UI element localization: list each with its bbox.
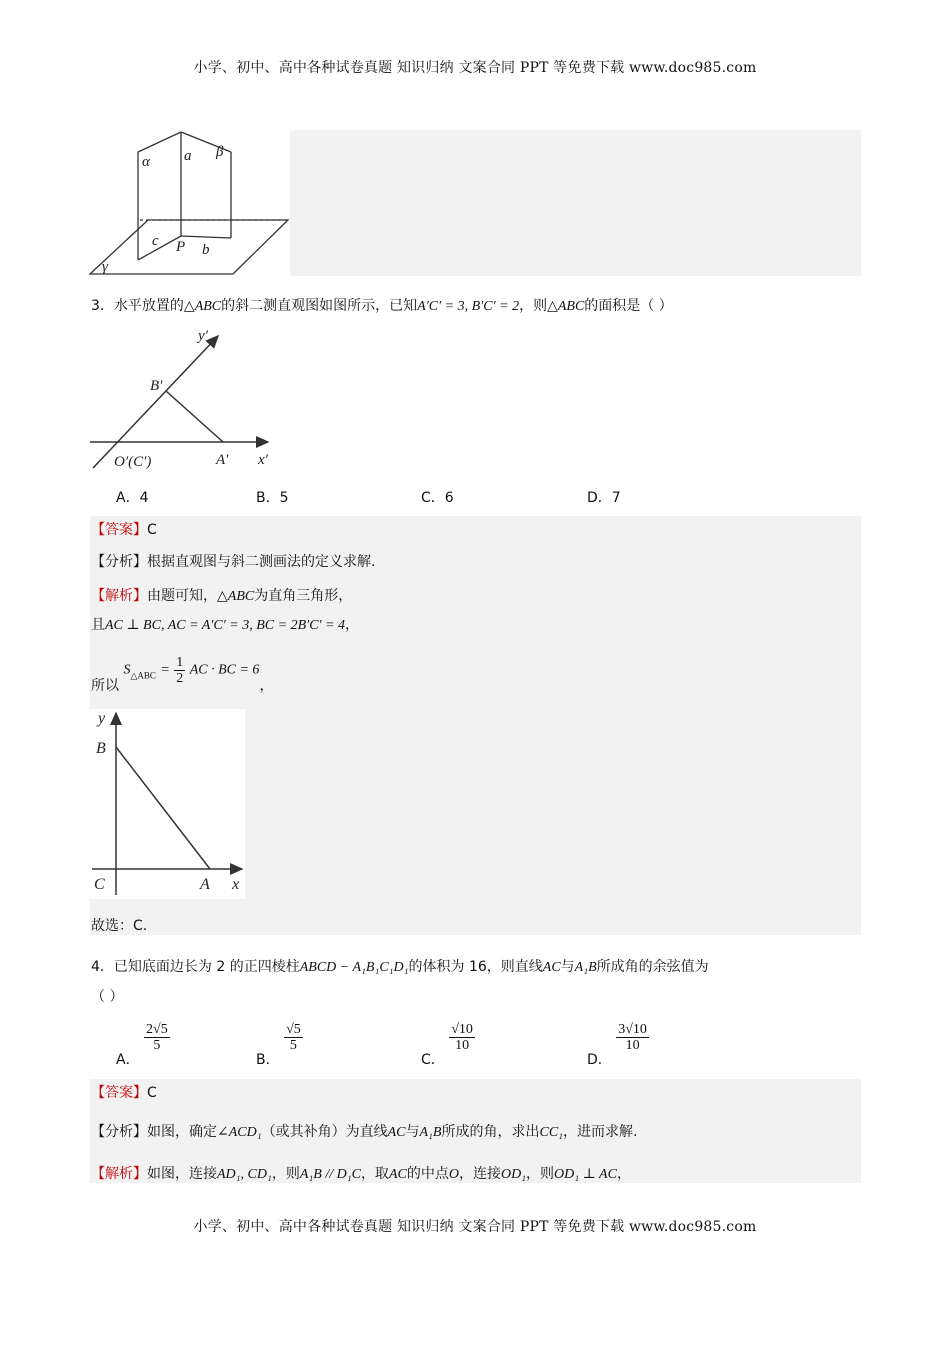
q3-cond: A′C′ = 3, B′C′ = 2 xyxy=(417,299,520,314)
q4-option-b[interactable] xyxy=(256,1022,303,1068)
q3-option-d[interactable]: D．7 xyxy=(587,490,621,506)
sol3-eq: = xyxy=(160,662,170,678)
q3-stem-b: 的斜二测直观图如图所示，已知 xyxy=(221,298,418,314)
q3-stem-a: 水平放置的 xyxy=(113,298,184,314)
triangle-figure xyxy=(90,709,245,899)
sol3-b: ， xyxy=(259,677,274,694)
so-g: ， xyxy=(616,1166,631,1182)
option-letter: B． xyxy=(256,1051,280,1068)
so-d: 的中点 xyxy=(406,1166,449,1182)
q4-number: 4． xyxy=(91,959,114,975)
frac-num: √5 xyxy=(286,1022,301,1037)
frac-num: 1 xyxy=(176,655,184,670)
sol3-lhs: S xyxy=(123,662,131,678)
option-frac xyxy=(449,1022,475,1053)
label-gamma: γ xyxy=(102,259,108,275)
q4-option-c[interactable] xyxy=(421,1022,475,1068)
an-l1: AC xyxy=(387,1125,406,1140)
an-c: 与 xyxy=(405,1124,420,1140)
option-letter: A． xyxy=(116,1051,140,1068)
oblique-figure xyxy=(88,322,288,472)
sol1-b: 为直角三角形， xyxy=(254,588,353,604)
q3-solution-line3 xyxy=(91,655,274,694)
frac-den: 5 xyxy=(153,1038,161,1053)
label-c: C xyxy=(94,876,105,893)
y-axis-prime xyxy=(93,336,218,468)
q4-prism: ABCD − A₁B₁C₁D₁ xyxy=(299,960,409,975)
q4-stem-c: 与 xyxy=(560,959,575,975)
q3-analysis xyxy=(91,551,375,571)
so-a: 如图，连接 xyxy=(147,1166,217,1182)
segment-b-a xyxy=(166,391,223,442)
q4-answer xyxy=(91,1082,157,1102)
q3-option-a[interactable]: A．4 xyxy=(116,490,149,506)
an-a: 如图，确定 xyxy=(147,1124,217,1140)
so-f: ，则 xyxy=(526,1166,555,1182)
q3-stem-c: ，则 xyxy=(519,298,548,314)
q3-stem xyxy=(91,295,673,315)
shaded-block-top xyxy=(290,130,861,276)
answer-value: C xyxy=(147,1085,157,1101)
q3-solution-line1 xyxy=(91,585,352,605)
analysis-tag: 【分析】 xyxy=(91,1124,147,1140)
label-alpha: α xyxy=(142,154,150,170)
so-m3: AC xyxy=(388,1167,407,1182)
so-m6: OD₁ ⊥ AC xyxy=(554,1167,617,1182)
so-m5: OD₁ xyxy=(500,1167,527,1182)
q3-stem-d: 的面积是（ ） xyxy=(584,298,673,314)
analysis-text: 根据直观图与斜二测画法的定义求解. xyxy=(147,554,376,570)
sol2-b: ， xyxy=(345,617,360,633)
label-y: y xyxy=(98,710,106,727)
frac-den: 10 xyxy=(625,1038,640,1053)
q4-stem-a: 已知底面边长为 2 的正四棱柱 xyxy=(113,959,300,975)
label-a: A xyxy=(200,876,210,893)
line-c xyxy=(138,236,181,260)
frac-num: 2√5 xyxy=(146,1022,168,1037)
label-a-prime: A′ xyxy=(216,452,229,468)
answer-value: C xyxy=(147,522,157,538)
analysis-tag: 【分析】 xyxy=(91,554,147,570)
an-angle: ∠ACD₁ xyxy=(217,1125,262,1140)
q4-stem-paren: （ ） xyxy=(91,989,124,1005)
q4-solution xyxy=(91,1163,631,1183)
q4-analysis xyxy=(91,1121,637,1141)
an-b: （或其补角）为直线 xyxy=(261,1124,388,1140)
q3-option-c[interactable]: C．6 xyxy=(421,490,454,506)
so-c: ，取 xyxy=(360,1166,389,1182)
answer-tag: 【答案】 xyxy=(91,1085,147,1101)
label-o-prime: O′(C′) xyxy=(114,454,152,470)
page-footer: 小学、初中、高中各种试卷真题 知识归纳 文案合同 PPT 等免费下载 www.doc985.com xyxy=(193,1219,757,1235)
frac-den: 10 xyxy=(455,1038,470,1053)
sol3-rhs: AC · BC = 6 xyxy=(189,662,260,678)
q4-option-a[interactable] xyxy=(116,1022,170,1068)
sol1-a: 由题可知， xyxy=(147,588,217,604)
option-letter: C． xyxy=(421,1051,445,1068)
q3-tri-2: △ABC xyxy=(547,299,585,314)
page-header: 小学、初中、高中各种试卷真题 知识归纳 文案合同 PPT 等免费下载 www.doc985.com xyxy=(193,60,757,76)
q4-stem-b: 的体积为 16，则直线 xyxy=(408,959,543,975)
label-x-prime: x′ xyxy=(258,452,268,468)
option-letter: D． xyxy=(587,1051,612,1068)
q4-stem-d: 所成角的余弦值为 xyxy=(596,959,709,975)
q3-choose: 故选：C. xyxy=(91,918,148,934)
answer-tag: 【答案】 xyxy=(91,522,147,538)
so-m2: A₁B // D₁C xyxy=(299,1167,361,1182)
sol3-frac xyxy=(174,655,185,686)
label-b-prime: B′ xyxy=(150,378,163,394)
q4-stem xyxy=(91,956,709,976)
sol3-a: 所以 xyxy=(91,677,119,694)
so-m1: AD₁, CD₁ xyxy=(217,1167,272,1182)
sol3-sub: △ABC xyxy=(130,670,156,681)
an-d: 所成的角，求出 xyxy=(441,1124,540,1140)
sol2-a: 且 xyxy=(91,617,105,633)
label-p: P xyxy=(176,239,186,255)
label-b: b xyxy=(202,242,210,258)
label-y-prime: y′ xyxy=(198,328,208,344)
sol1-tri: △ABC xyxy=(217,589,255,604)
option-frac xyxy=(144,1022,170,1053)
q4-line1: AC xyxy=(542,960,561,975)
so-m4: O xyxy=(448,1167,459,1182)
frac-num: √10 xyxy=(451,1022,473,1037)
so-e: ，连接 xyxy=(458,1166,501,1182)
frac-num: 3√10 xyxy=(618,1022,647,1037)
option-frac xyxy=(616,1022,649,1053)
q3-option-b[interactable]: B．5 xyxy=(256,490,289,506)
option-frac xyxy=(284,1022,303,1053)
label-c: c xyxy=(152,233,159,249)
line-b xyxy=(181,236,231,238)
so-b: ，则 xyxy=(271,1166,300,1182)
frac-den: 5 xyxy=(289,1038,297,1053)
label-b: B xyxy=(96,740,106,757)
label-beta: β xyxy=(216,144,224,160)
q4-line2: A₁B xyxy=(574,960,597,975)
an-cc: CC₁ xyxy=(539,1125,564,1140)
an-e: ，进而求解. xyxy=(563,1124,638,1140)
label-x: x xyxy=(232,876,240,893)
planes-figure xyxy=(88,128,292,278)
q3-number: 3． xyxy=(91,298,114,314)
plane-gamma xyxy=(90,220,288,274)
sol2-math: AC ⊥ BC, AC = A′C′ = 3, BC = 2B′C′ = 4 xyxy=(105,618,346,633)
q4-option-d[interactable] xyxy=(587,1022,649,1068)
segment-ab xyxy=(116,747,210,869)
an-l2: A₁B xyxy=(419,1125,442,1140)
frac-den: 2 xyxy=(176,671,184,686)
q3-solution-line2 xyxy=(91,614,359,634)
label-a: a xyxy=(184,148,192,164)
q3-answer xyxy=(91,519,157,539)
solution-tag: 【解析】 xyxy=(91,588,147,604)
q3-tri: △ABC xyxy=(183,299,222,314)
solution-tag: 【解析】 xyxy=(91,1166,147,1182)
